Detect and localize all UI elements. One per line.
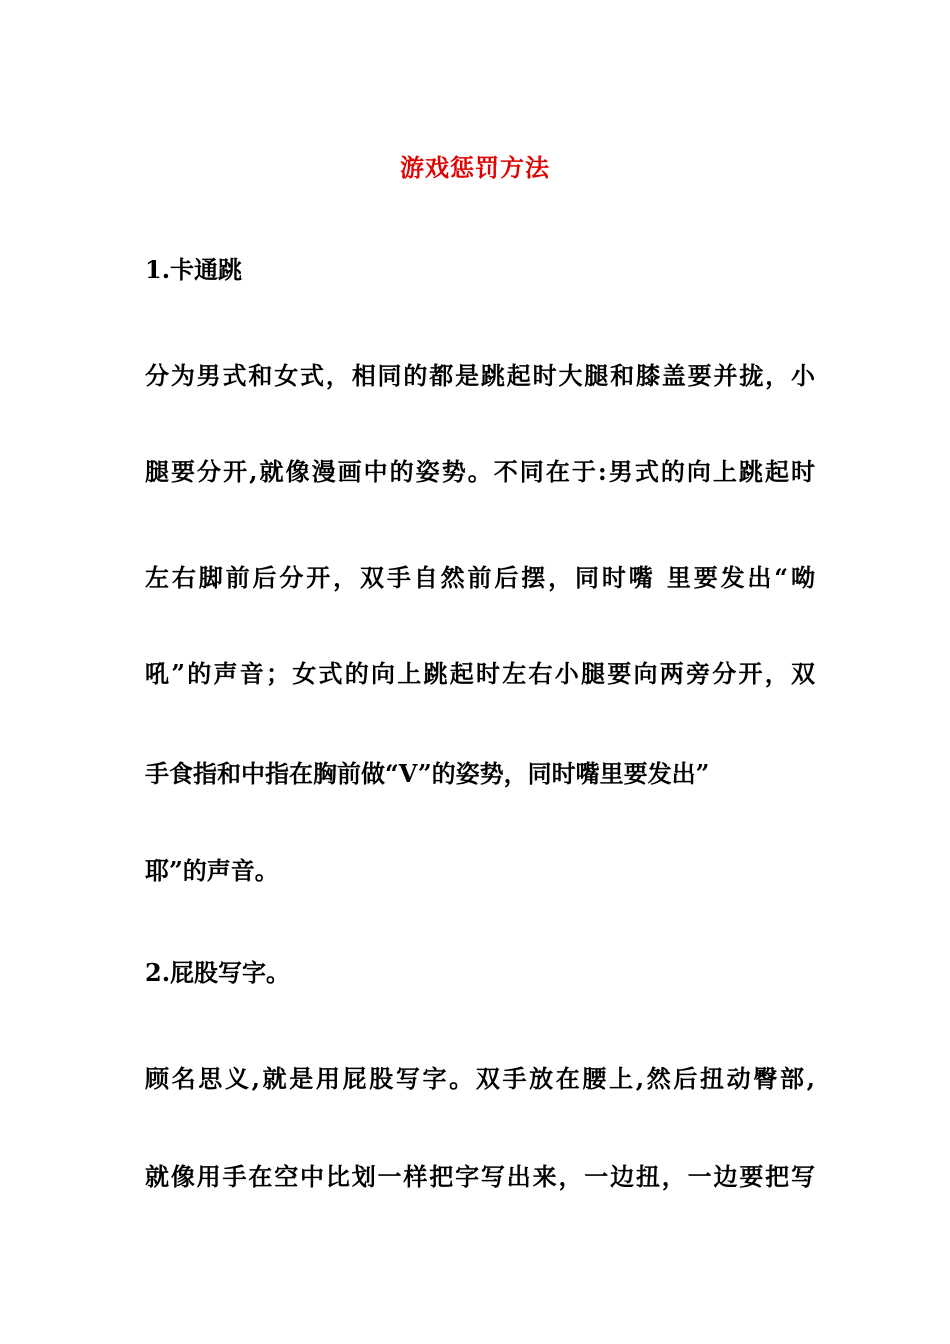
paragraph-line: 耶”的声音。 <box>145 856 279 885</box>
paragraph-line: 就像用手在空中比划一样把字写出来，一边扭，一边要把写 <box>145 1162 815 1191</box>
paragraph-line: 分为男式和女式，相同的都是跳起时大腿和膝盖要并拢，小 <box>145 361 815 390</box>
document-title: 游戏惩罚方法 <box>400 153 550 182</box>
paragraph-line: 左右脚前后分开，双手自然前后摆，同时嘴 里要发出“呦 <box>145 563 815 592</box>
section-heading-butt-writing: 2.屁股写字。 <box>145 958 291 987</box>
section-heading-cartoon-jump: 1.卡通跳 <box>145 255 243 284</box>
paragraph-line: 顾名思义,就是用屁股写字。双手放在腰上,然后扭动臀部, <box>145 1064 815 1093</box>
paragraph-line: 吼”的声音；女式的向上跳起时左右小腿要向两旁分开，双 <box>145 659 815 688</box>
paragraph-line: 腿要分开,就像漫画中的姿势。不同在于:男式的向上跳起时 <box>145 457 815 486</box>
paragraph-line: 手食指和中指在胸前做“V”的姿势，同时嘴里要发出” <box>145 759 710 788</box>
